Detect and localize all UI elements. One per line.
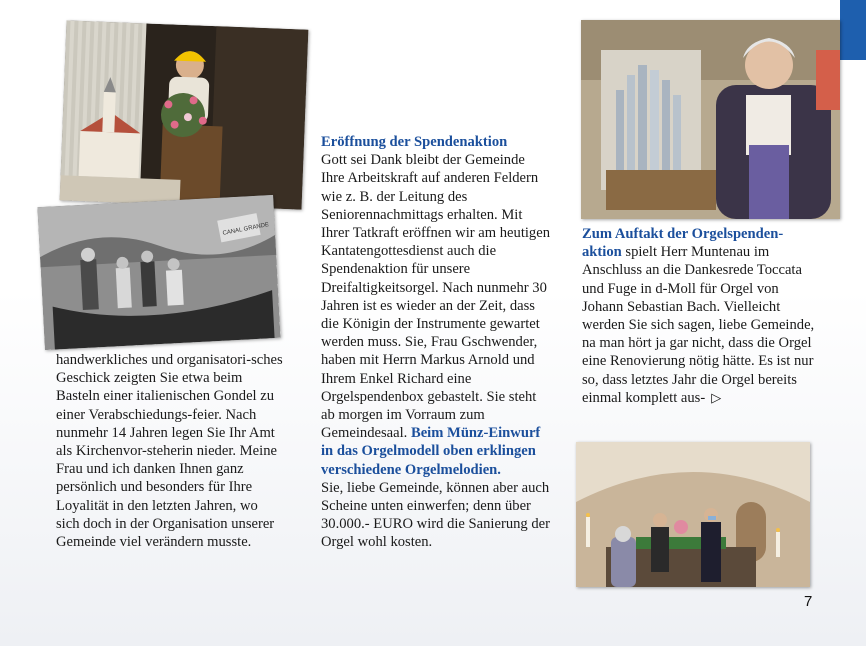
photo-church-interior-image bbox=[576, 442, 810, 587]
column-2-paragraph-1: Gott sei Dank bleibt der Gemeinde Ihre Arbeitskraft auf anderen Feldern wie z. B. der Leitung des Seniorennachmittags erhalten. Mit Ihrer Tatkraft eröffnen wir am heutigen Kantatengottesdienst auch die Spendenaktion für unsere Dreifaltigkeitsorgel. Nach nunmehr 30 Jahren ist es wieder an der Zeit, dass die Königin der Instrumente gewartet werden muss. Sie, Frau Gschwender, haben mit Herrn Markus Arnold und Ihrem Enkel Richard eine Orgelspendenbox gebastelt. Sie steht ab morgen im Vorraum zum Gemeindesaal. bbox=[321, 152, 551, 442]
column-3-text: spielt Herr Muntenau im Anschluss an die Dankesrede Toccata und Fuge in d-Moll für Orgel von Johann Sebastian Bach. Vielleicht werden Sie sich sagen, liebe Gemeinde, na man hört ja gar nicht, dass die Orgel eine Renovierung nötig hätte. Es ist nur so, dass letztes Jahr die Orgel bereits einmal komplett aus- bbox=[582, 244, 815, 406]
column-2-paragraph-2: Sie, liebe Gemeinde, können aber auch Scheine unten einwerfen; denn über 30.000.- EURO wird die Sanierung der Orgel wohl kosten. bbox=[321, 479, 550, 551]
column-2 bbox=[321, 133, 550, 552]
section-tab bbox=[840, 0, 866, 60]
gondola-sign-text: CANAL GRANDE bbox=[222, 221, 270, 237]
column-3 bbox=[582, 225, 815, 408]
column-1-text: handwerkliches und organisatori-sches Geschick zeigten Sie etwa beim Basteln einer italienischen Gondel zu einer Verabschiedungs-feier. Nach nunmehr 14 Jahren legen Sie Ihr Amt als Kirchenvor-steherin nieder. Meine Frau und ich danken Ihnen ganz persönlich und besonders für Ihre Loyalität in den letzten Jahren, wo sich doch in der Organisation unserer Gemeinde viel verändern musste. bbox=[56, 352, 283, 551]
photo-gondola-scene bbox=[37, 195, 280, 350]
photo-church-interior bbox=[576, 442, 810, 587]
heading-muenz-einwurf: Beim Münz-Einwurf in das Orgelmodell oben erklingen verschiedene Orgelmelodien. bbox=[321, 425, 541, 478]
photo-woman-organ-pipes-image bbox=[581, 20, 840, 219]
photo-speaker-lectern-image bbox=[60, 20, 309, 209]
heading-auftakt: Zum Auftakt der Orgelspenden-aktion bbox=[582, 226, 784, 261]
page-number: 7 bbox=[804, 593, 813, 610]
photo-gondola-scene-image bbox=[37, 195, 280, 350]
photo-woman-organ-pipes bbox=[581, 20, 840, 219]
continue-arrow-icon: ▷ bbox=[711, 390, 722, 406]
column-1 bbox=[56, 351, 283, 551]
heading-spendenaktion: Eröffnung der Spendenaktion bbox=[321, 134, 508, 150]
photo-speaker-lectern bbox=[60, 20, 309, 209]
